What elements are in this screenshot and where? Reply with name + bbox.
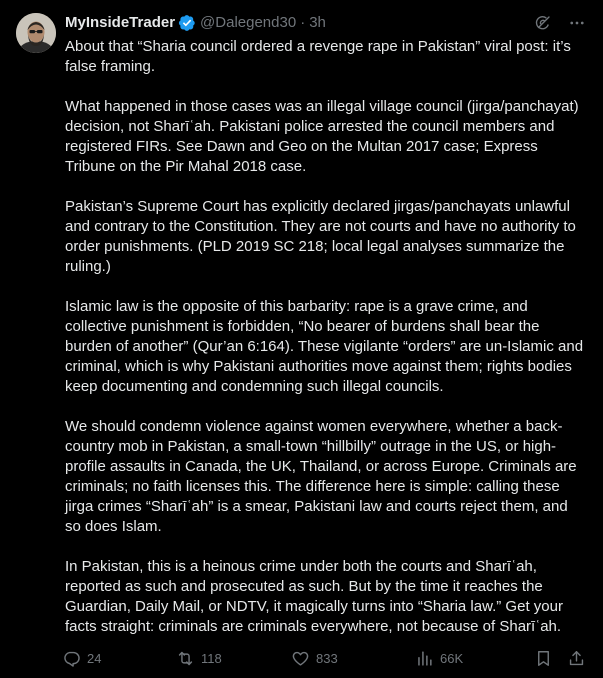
like-count: 833 (316, 650, 338, 666)
more-icon[interactable] (567, 13, 587, 33)
display-name[interactable]: MyInsideTrader (65, 14, 176, 31)
tweet-paragraph: In Pakistan, this is a heinous crime under both the courts and Sharīʿah, reported as such and prosecuted as such. But by the time it reaches the Guardian, Daily Mail, or NDTV, it magically turns into “Sharia law.” Get your facts straight: criminals are criminals everywhere, not because of Sharīʿah. (65, 558, 563, 635)
tweet-actions (62, 648, 586, 668)
repost-icon (176, 649, 195, 668)
like-button[interactable] (291, 649, 338, 668)
tweet-paragraph: We should condemn violence against women everywhere, whether a back-country mob in Pakistan, a small-town “hillbilly” outrage in the US, or high-profile assaults in Canada, the UK, Thailand, or across Europe. Criminals are criminals; no faith licenses this. The difference here is simple: calling these jirga crimes “Sharīʿah” is a smear, Pakistani law and courts reject them, and so does Islam. (65, 418, 577, 535)
timestamp[interactable]: 3h (309, 14, 326, 31)
verified-badge-icon (178, 14, 196, 32)
header-actions (533, 13, 587, 33)
tweet-text (65, 37, 586, 637)
heart-icon (291, 649, 310, 668)
view-count: 66K (440, 650, 464, 666)
user-avatar-icon (16, 13, 56, 53)
share-button[interactable] (567, 649, 586, 668)
views-button[interactable] (415, 649, 463, 668)
repost-count: 118 (201, 650, 222, 666)
reply-count: 24 (87, 650, 102, 666)
avatar[interactable] (16, 13, 56, 53)
bookmark-icon (534, 649, 553, 668)
bookmark-button[interactable] (534, 649, 553, 668)
tweet-paragraph: Pakistan’s Supreme Court has explicitly declared jirgas/panchayats unlawful and contrary to the Constitution. They are not courts and have no authority to order punishments. (PLD 2019 SC 218; local legal analyses summarize the ruling.) (65, 198, 576, 275)
separator-dot: · (300, 14, 306, 31)
tweet-paragraph: Islamic law is the opposite of this barbarity: rape is a grave crime, and collective punishment is forbidden, “No bearer of burdens shall bear the burden of another” (Qur’an 6:164). These vigilante “orders” are un-Islamic and criminal, which is why Pakistani authorities move against them; rights bodies keep documenting and condemning such illegal councils. (65, 298, 584, 395)
reply-icon (62, 649, 81, 668)
tweet-paragraph: About that “Sharia council ordered a revenge rape in Pakistan” viral post: it’s false framing. (65, 38, 571, 75)
reply-button[interactable] (62, 649, 101, 668)
share-icon (567, 649, 586, 668)
tweet-header (65, 13, 587, 33)
handle[interactable]: @Dalegend30 (200, 14, 297, 31)
views-icon (415, 649, 434, 668)
grok-icon[interactable] (533, 13, 553, 33)
tweet-paragraph: What happened in those cases was an illegal village council (jirga/panchayat) decision, not Sharīʿah. Pakistani police arrested the council members and registered FIRs. See Dawn and Geo on the Multan 2017 case; Express Tribune on the Pir Mahal 2018 case. (65, 98, 579, 175)
repost-button[interactable] (176, 649, 222, 668)
